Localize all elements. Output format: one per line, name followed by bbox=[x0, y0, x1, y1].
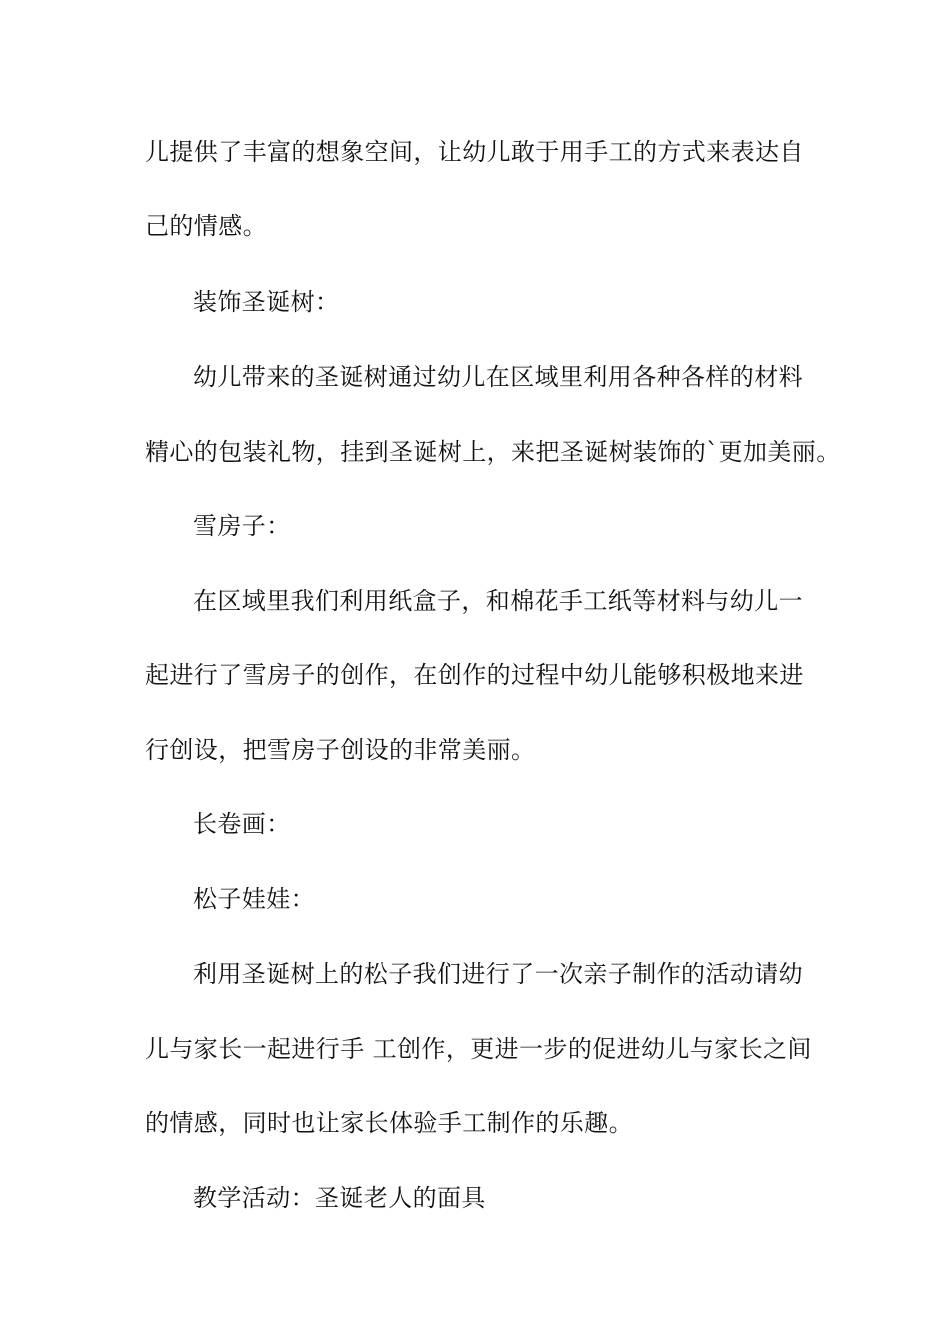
paragraph-line: 的情感，同时也让家长体验手工制作的乐趣。 bbox=[145, 1109, 633, 1137]
section-heading: 装饰圣诞树： bbox=[193, 288, 340, 316]
paragraph-line: 精心的包装礼物，挂到圣诞树上，来把圣诞树装饰的`更加美丽。 bbox=[145, 438, 841, 466]
paragraph-line: 己的情感。 bbox=[145, 212, 267, 240]
paragraph-line: 起进行了雪房子的创作，在创作的过程中幼儿能够积极地来进 bbox=[145, 661, 804, 689]
section-heading: 长卷画： bbox=[193, 810, 291, 838]
section-heading: 松子娃娃： bbox=[193, 885, 315, 913]
paragraph-line: 幼儿带来的圣诞树通过幼儿在区域里利用各种各样的材料 bbox=[193, 363, 803, 391]
paragraph-line: 利用圣诞树上的松子我们进行了一次亲子制作的活动请幼 bbox=[193, 960, 803, 988]
paragraph-line: 行创设，把雪房子创设的非常美丽。 bbox=[145, 736, 536, 764]
section-heading: 雪房子： bbox=[193, 512, 291, 540]
paragraph-line: 儿提供了丰富的想象空间，让幼儿敢于用手工的方式来表达自 bbox=[145, 138, 804, 166]
paragraph-line: 在区域里我们利用纸盒子，和棉花手工纸等材料与幼儿一 bbox=[193, 587, 803, 615]
paragraph-line: 儿与家长一起进行手 工创作，更进一步的促进幼儿与家长之间 bbox=[145, 1035, 812, 1063]
section-heading: 教学活动：圣诞老人的面具 bbox=[193, 1184, 486, 1212]
